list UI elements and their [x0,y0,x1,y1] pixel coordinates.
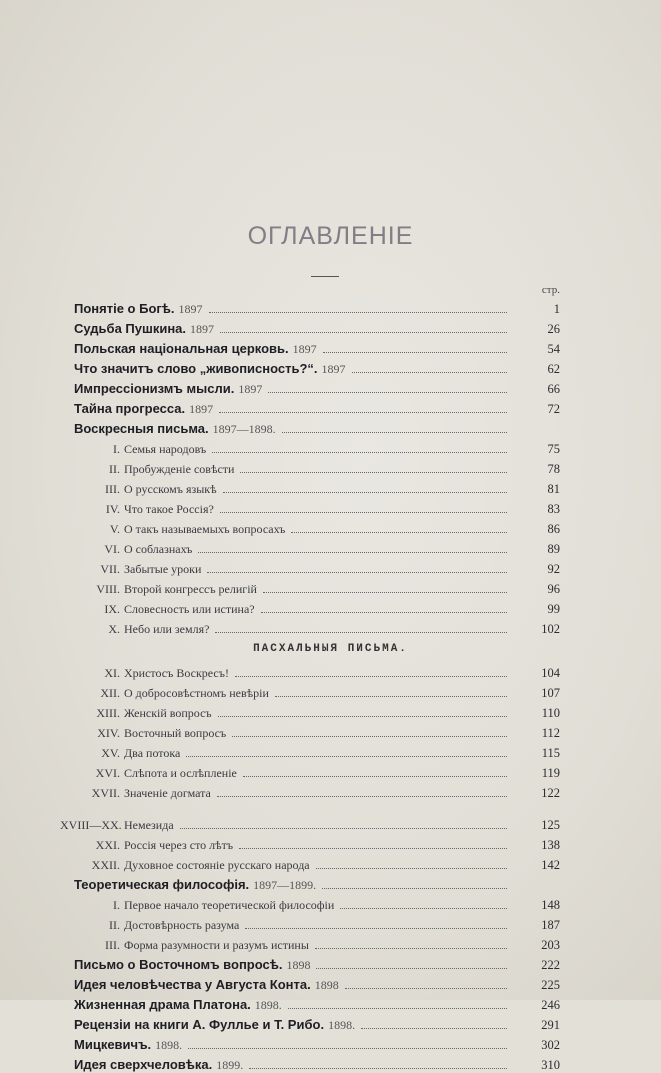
entry-number: XIII. [96,706,120,720]
entry-title [60,706,212,721]
page-number: 83 [547,502,560,516]
entry-year: 1897 [178,302,203,316]
entry-number: XVIII—XX. [60,818,122,832]
title-rule [311,276,339,277]
section-gap [0,801,661,813]
entry-title [74,421,276,437]
entry-title-text: О такъ называемыхъ вопросахъ [124,522,286,536]
entry-title-text: Польская національная церковь. [74,341,289,356]
page-number: 302 [541,1038,560,1052]
toc-entry [0,973,661,993]
leader-dots [316,868,507,869]
leader-dots [239,848,507,849]
leader-dots [345,988,507,989]
leader-dots [261,612,507,613]
entry-title-text: Теоретическая философія. [74,877,250,892]
page-number: 115 [541,746,560,760]
entry-title-text: Словесность или истина? [124,602,255,616]
toc-entry [0,377,661,397]
entry-year: 1898 [286,958,311,972]
toc-subentry [0,577,661,597]
leader-dots [209,312,507,313]
entry-title [74,1057,243,1073]
entry-year: 1897 [292,342,317,356]
entry-title-text: Восточный вопросъ [124,726,227,740]
page-number: 86 [547,522,560,536]
page-number: 107 [541,686,560,700]
leader-dots [263,592,507,593]
entry-year: 1898. [328,1018,356,1032]
toc-entry [0,873,661,893]
page-number: 291 [541,1018,560,1032]
entry-title-text: Тайна прогресса. [74,401,186,416]
leader-dots [322,888,507,889]
leader-dots [315,948,507,949]
page-number: 203 [541,938,560,952]
entry-year: 1898. [155,1038,183,1052]
entry-number: X. [108,622,120,636]
entry-title-text: Форма разумности и разумъ истины [124,938,309,952]
entry-title [74,341,317,357]
toc-entry [0,417,661,437]
page-number: 222 [541,958,560,972]
entry-number: III. [105,938,120,952]
entry-title-text: Пробужденіе совѣсти [124,462,235,476]
entry-title [74,381,262,397]
leader-dots [323,352,507,353]
entry-title [74,877,316,893]
leader-dots [235,676,507,677]
leader-dots [232,736,507,737]
entry-title [60,666,229,681]
leader-dots [249,1068,507,1069]
entry-title [60,746,180,761]
toc-subentry [0,913,661,933]
entry-number: V. [109,522,120,536]
entry-year: 1897—1898. [212,422,276,436]
page-number: 78 [547,462,560,476]
toc-subentry [0,833,661,853]
page-number: 99 [547,602,560,616]
leader-dots [198,552,507,553]
leader-dots [180,828,507,829]
entry-title [60,442,206,457]
toc-subentry [0,437,661,457]
entry-title-text: Что значитъ слово „живописность?“. [74,361,318,376]
toc-subentry [0,813,661,833]
entry-title-text: Семья народовъ [124,442,207,456]
entry-title [74,301,203,317]
entry-number: VI. [104,542,120,556]
entry-number: III. [105,482,120,496]
leader-dots [352,372,507,373]
toc-entry [0,357,661,377]
page-number: 104 [541,666,560,680]
toc-subentry [0,933,661,953]
toc-subentry [0,741,661,761]
entry-title [60,918,239,933]
page-number: 62 [547,362,560,376]
entry-number: II. [109,918,120,932]
entry-year: 1898 [314,978,339,992]
entry-title [60,838,233,853]
entry-number: XXII. [91,858,120,872]
page-number: 187 [541,918,560,932]
table-of-contents [0,297,661,1073]
entry-title [60,562,201,577]
toc-subentry [0,681,661,701]
entry-title [74,957,310,973]
leader-dots [218,716,507,717]
leader-dots [282,432,507,433]
page-number: 81 [547,482,560,496]
page-number: 246 [541,998,560,1012]
toc-subentry [0,781,661,801]
entry-title [60,602,255,617]
entry-number: I. [113,898,120,912]
toc-subentry [0,597,661,617]
toc-subentry [0,661,661,681]
entry-title [60,686,269,701]
entry-number: XV. [101,746,120,760]
leader-dots [186,756,507,757]
toc-subentry [0,497,661,517]
toc-entry [0,317,661,337]
toc-subentry [0,517,661,537]
page-number: 142 [541,858,560,872]
entry-title-text: Духовное состояніе русскаго народа [124,858,310,872]
toc-entry [0,953,661,973]
toc-subentry [0,701,661,721]
leader-dots [268,392,507,393]
toc-entry [0,297,661,317]
entry-year: 1899. [216,1058,244,1072]
entry-title [74,977,339,993]
entry-title-text: Россія через сто лѣтъ [124,838,234,852]
toc-subentry [0,617,661,637]
entry-year: 1897 [321,362,346,376]
entry-title-text: Христосъ Воскресъ! [124,666,229,680]
entry-title-text: Мицкевичъ. [74,1037,152,1052]
entry-number: XXI. [95,838,120,852]
toc-block-main [0,297,661,637]
leader-dots [361,1028,507,1029]
page-number: 92 [547,562,560,576]
toc-entry [0,337,661,357]
entry-title [74,321,214,337]
toc-subentry [0,537,661,557]
page-number: 102 [541,622,560,636]
entry-year: 1897 [238,382,263,396]
entry-title [60,622,209,637]
page-number: 26 [547,322,560,336]
entry-title-text: Женскій вопросъ [124,706,212,720]
entry-number: XVI. [95,766,120,780]
toc-subentry [0,853,661,873]
toc-entry [0,1053,661,1073]
entry-title-text: Достовѣрность разума [124,918,240,932]
leader-dots [240,472,507,473]
leader-dots [215,632,507,633]
toc-subentry [0,457,661,477]
toc-subentry [0,477,661,497]
entry-title [74,997,282,1013]
toc-entry [0,397,661,417]
page-number: 66 [547,382,560,396]
leader-dots [288,1008,507,1009]
page-number: 75 [547,442,560,456]
toc-entry [0,1033,661,1053]
entry-title-text: Значеніе догмата [124,786,211,800]
entry-title-text: Идея сверхчеловѣка. [74,1057,213,1072]
entry-title [60,482,217,497]
entry-title-text: Первое начало теоретической философіи [124,898,335,912]
entry-number: XIV. [97,726,120,740]
entry-number: II. [109,462,120,476]
entry-title-text: Импрессіонизмъ мысли. [74,381,235,396]
leader-dots [275,696,507,697]
entry-number: IX. [104,602,120,616]
page-number: 72 [547,402,560,416]
entry-title [74,401,213,417]
entry-year: 1897 [189,402,214,416]
leader-dots [340,908,507,909]
toc-block-later [0,813,661,1073]
entry-title-text: Забытые уроки [124,562,202,576]
leader-dots [291,532,507,533]
page-number: 110 [541,706,560,720]
easter-letters-heading: ПАСХАЛЬНЫЯ ПИСЬМА. [253,643,408,655]
page-number: 96 [547,582,560,596]
entry-title [60,726,226,741]
entry-year: 1898. [254,998,282,1012]
toc-block-easter [0,661,661,801]
entry-title [60,938,309,953]
leader-dots [316,968,507,969]
entry-number: XVII. [91,786,120,800]
entry-title [60,786,211,801]
entry-title-text: Два потока [124,746,181,760]
entry-title-text: Письмо о Восточномъ вопросѣ. [74,957,283,972]
toc-entry [0,993,661,1013]
page-number: 1 [553,302,560,316]
entry-title [60,502,214,517]
entry-title [74,1037,182,1053]
leader-dots [245,928,507,929]
leader-dots [188,1048,507,1049]
entry-title-text: Понятіе о Богѣ. [74,301,175,316]
page-number: 89 [547,542,560,556]
page-number: 54 [547,342,560,356]
page-number: 310 [541,1058,560,1072]
leader-dots [219,412,507,413]
entry-number: XI. [104,666,120,680]
entry-title-text: О русскомъ языкѣ [124,482,217,496]
entry-title-text: Судьба Пушкина. [74,321,187,336]
entry-number: VII. [100,562,120,576]
toc-entry [0,1013,661,1033]
toc-subentry [0,893,661,913]
entry-title-text: О соблазнахъ [124,542,193,556]
entry-title-text: Воскресныя письма. [74,421,209,436]
toc-subentry [0,761,661,781]
entry-number: XII. [100,686,120,700]
page-number: 225 [541,978,560,992]
leader-dots [223,492,507,493]
entry-title-text: О добросовѣстномъ невѣріи [124,686,269,700]
leader-dots [220,512,507,513]
entry-title [60,542,192,557]
entry-title-text: Второй конгрессъ религій [124,582,257,596]
entry-title [60,766,237,781]
entry-title [60,522,285,537]
entry-number: I. [113,442,120,456]
page-column-header: стр. [541,284,560,296]
entry-number: VIII. [96,582,120,596]
page-number: 138 [541,838,560,852]
toc-subentry [0,721,661,741]
leader-dots [243,776,507,777]
page-number: 122 [541,786,560,800]
entry-title-text: Немезида [124,818,174,832]
entry-title-text: Слѣпота и ослѣпленіе [124,766,237,780]
page-number: 112 [541,726,560,740]
entry-title [60,462,234,477]
entry-title [60,898,334,913]
entry-title [60,818,174,833]
leader-dots [217,796,507,797]
toc-subentry [0,557,661,577]
entry-title-text: Идея человѣчества у Августа Конта. [74,977,311,992]
entry-title [60,582,257,597]
entry-title-text: Что такое Россія? [124,502,214,516]
entry-title-text: Жизненная драма Платона. [74,997,251,1012]
entry-year: 1897—1899. [253,878,317,892]
leader-dots [212,452,507,453]
leader-dots [220,332,507,333]
leader-dots [207,572,507,573]
entry-year: 1897 [190,322,215,336]
page-number: 148 [541,898,560,912]
entry-title-text: Небо или земля? [124,622,210,636]
entry-title [74,1017,355,1033]
entry-title-text: Рецензіи на книги А. Фуллье и Т. Рибо. [74,1017,325,1032]
page-number: 125 [541,818,560,832]
page-number: 119 [541,766,560,780]
entry-number: IV. [105,502,120,516]
entry-title [74,361,346,377]
entry-title [60,858,310,873]
page-title: ОГЛАВЛЕНІЕ [247,222,414,250]
